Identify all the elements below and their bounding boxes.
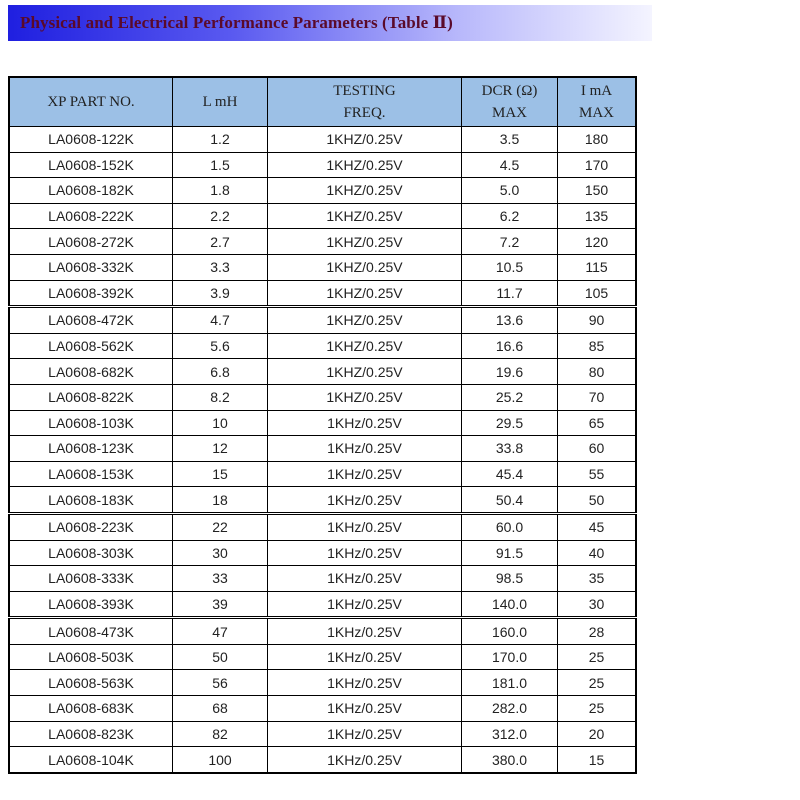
cell-part-no: LA0608-223K xyxy=(9,513,173,540)
cell-inductance: 82 xyxy=(173,721,268,747)
table-row xyxy=(9,618,636,645)
cell-inductance: 3.9 xyxy=(173,280,268,307)
cell-dcr: 98.5 xyxy=(462,566,558,592)
cell-dcr: 29.5 xyxy=(462,410,558,436)
cell-testing-freq: 1KHz/0.25V xyxy=(268,721,462,747)
cell-part-no: LA0608-103K xyxy=(9,410,173,436)
cell-part-no: LA0608-473K xyxy=(9,618,173,645)
cell-testing-freq: 1KHZ/0.25V xyxy=(268,280,462,307)
cell-testing-freq: 1KHz/0.25V xyxy=(268,410,462,436)
cell-current: 30 xyxy=(558,591,637,618)
cell-inductance: 2.2 xyxy=(173,203,268,229)
cell-dcr: 5.0 xyxy=(462,178,558,204)
table-header-row xyxy=(9,77,636,127)
cell-inductance: 68 xyxy=(173,696,268,722)
cell-inductance: 56 xyxy=(173,670,268,696)
cell-inductance: 47 xyxy=(173,618,268,645)
cell-inductance: 18 xyxy=(173,487,268,514)
cell-dcr: 16.6 xyxy=(462,333,558,359)
cell-current: 50 xyxy=(558,487,637,514)
header-current-max: I mA MAX xyxy=(558,77,637,127)
table-row xyxy=(9,410,636,436)
cell-dcr: 25.2 xyxy=(462,384,558,410)
cell-part-no: LA0608-822K xyxy=(9,384,173,410)
table-row xyxy=(9,229,636,255)
cell-current: 90 xyxy=(558,307,637,334)
cell-dcr: 91.5 xyxy=(462,540,558,566)
cell-testing-freq: 1KHz/0.25V xyxy=(268,670,462,696)
cell-part-no: LA0608-183K xyxy=(9,487,173,514)
cell-dcr: 282.0 xyxy=(462,696,558,722)
cell-inductance: 50 xyxy=(173,644,268,670)
cell-dcr: 160.0 xyxy=(462,618,558,645)
cell-dcr: 181.0 xyxy=(462,670,558,696)
cell-current: 55 xyxy=(558,461,637,487)
cell-inductance: 15 xyxy=(173,461,268,487)
table-body xyxy=(9,127,636,773)
cell-dcr: 60.0 xyxy=(462,513,558,540)
cell-part-no: LA0608-392K xyxy=(9,280,173,307)
cell-current: 25 xyxy=(558,696,637,722)
cell-part-no: LA0608-303K xyxy=(9,540,173,566)
cell-current: 70 xyxy=(558,384,637,410)
table-row xyxy=(9,436,636,462)
cell-part-no: LA0608-682K xyxy=(9,359,173,385)
cell-inductance: 100 xyxy=(173,747,268,773)
cell-inductance: 33 xyxy=(173,566,268,592)
table-row xyxy=(9,670,636,696)
cell-testing-freq: 1KHz/0.25V xyxy=(268,540,462,566)
cell-testing-freq: 1KHz/0.25V xyxy=(268,591,462,618)
title-banner xyxy=(8,5,652,41)
parameters-table xyxy=(8,76,637,774)
cell-dcr: 3.5 xyxy=(462,127,558,153)
cell-dcr: 170.0 xyxy=(462,644,558,670)
cell-testing-freq: 1KHZ/0.25V xyxy=(268,127,462,153)
table-row xyxy=(9,696,636,722)
cell-dcr: 10.5 xyxy=(462,254,558,280)
cell-testing-freq: 1KHZ/0.25V xyxy=(268,178,462,204)
cell-testing-freq: 1KHZ/0.25V xyxy=(268,229,462,255)
table-row xyxy=(9,747,636,773)
cell-current: 80 xyxy=(558,359,637,385)
cell-dcr: 6.2 xyxy=(462,203,558,229)
cell-inductance: 4.7 xyxy=(173,307,268,334)
cell-part-no: LA0608-104K xyxy=(9,747,173,773)
cell-part-no: LA0608-122K xyxy=(9,127,173,153)
cell-current: 28 xyxy=(558,618,637,645)
table-row xyxy=(9,203,636,229)
cell-current: 120 xyxy=(558,229,637,255)
cell-testing-freq: 1KHZ/0.25V xyxy=(268,359,462,385)
cell-current: 150 xyxy=(558,178,637,204)
table-row xyxy=(9,384,636,410)
table-row xyxy=(9,487,636,514)
table-row xyxy=(9,127,636,153)
cell-testing-freq: 1KHz/0.25V xyxy=(268,696,462,722)
table-row xyxy=(9,591,636,618)
cell-part-no: LA0608-683K xyxy=(9,696,173,722)
cell-current: 35 xyxy=(558,566,637,592)
cell-part-no: LA0608-393K xyxy=(9,591,173,618)
cell-dcr: 33.8 xyxy=(462,436,558,462)
header-testing-freq: TESTING FREQ. xyxy=(268,77,462,127)
table-row xyxy=(9,461,636,487)
table-row xyxy=(9,152,636,178)
header-part-no: XP PART NO. xyxy=(9,77,173,127)
cell-dcr: 19.6 xyxy=(462,359,558,385)
cell-testing-freq: 1KHz/0.25V xyxy=(268,461,462,487)
cell-inductance: 39 xyxy=(173,591,268,618)
table-row xyxy=(9,178,636,204)
cell-testing-freq: 1KHZ/0.25V xyxy=(268,333,462,359)
cell-part-no: LA0608-182K xyxy=(9,178,173,204)
cell-testing-freq: 1KHZ/0.25V xyxy=(268,152,462,178)
cell-current: 115 xyxy=(558,254,637,280)
cell-inductance: 1.5 xyxy=(173,152,268,178)
cell-testing-freq: 1KHz/0.25V xyxy=(268,618,462,645)
cell-testing-freq: 1KHZ/0.25V xyxy=(268,254,462,280)
cell-inductance: 2.7 xyxy=(173,229,268,255)
table-row xyxy=(9,333,636,359)
cell-current: 25 xyxy=(558,670,637,696)
cell-testing-freq: 1KHz/0.25V xyxy=(268,747,462,773)
cell-current: 40 xyxy=(558,540,637,566)
cell-part-no: LA0608-153K xyxy=(9,461,173,487)
cell-current: 25 xyxy=(558,644,637,670)
table-row xyxy=(9,644,636,670)
cell-inductance: 6.8 xyxy=(173,359,268,385)
cell-part-no: LA0608-222K xyxy=(9,203,173,229)
cell-dcr: 4.5 xyxy=(462,152,558,178)
cell-testing-freq: 1KHz/0.25V xyxy=(268,644,462,670)
cell-inductance: 30 xyxy=(173,540,268,566)
cell-part-no: LA0608-333K xyxy=(9,566,173,592)
cell-inductance: 22 xyxy=(173,513,268,540)
header-dcr-max: DCR (Ω) MAX xyxy=(462,77,558,127)
cell-current: 170 xyxy=(558,152,637,178)
table-row xyxy=(9,566,636,592)
cell-inductance: 12 xyxy=(173,436,268,462)
cell-dcr: 11.7 xyxy=(462,280,558,307)
table-row xyxy=(9,540,636,566)
cell-dcr: 50.4 xyxy=(462,487,558,514)
table-row xyxy=(9,254,636,280)
cell-testing-freq: 1KHz/0.25V xyxy=(268,436,462,462)
table-row xyxy=(9,280,636,307)
cell-part-no: LA0608-123K xyxy=(9,436,173,462)
cell-dcr: 7.2 xyxy=(462,229,558,255)
table-row xyxy=(9,513,636,540)
cell-current: 60 xyxy=(558,436,637,462)
cell-testing-freq: 1KHz/0.25V xyxy=(268,566,462,592)
cell-dcr: 13.6 xyxy=(462,307,558,334)
header-inductance: L mH xyxy=(173,77,268,127)
cell-dcr: 380.0 xyxy=(462,747,558,773)
cell-dcr: 45.4 xyxy=(462,461,558,487)
cell-inductance: 5.6 xyxy=(173,333,268,359)
cell-testing-freq: 1KHZ/0.25V xyxy=(268,307,462,334)
table-row xyxy=(9,359,636,385)
cell-dcr: 140.0 xyxy=(462,591,558,618)
cell-current: 45 xyxy=(558,513,637,540)
cell-current: 65 xyxy=(558,410,637,436)
cell-part-no: LA0608-272K xyxy=(9,229,173,255)
cell-current: 180 xyxy=(558,127,637,153)
cell-part-no: LA0608-823K xyxy=(9,721,173,747)
cell-dcr: 312.0 xyxy=(462,721,558,747)
cell-current: 85 xyxy=(558,333,637,359)
cell-part-no: LA0608-332K xyxy=(9,254,173,280)
table-row xyxy=(9,721,636,747)
cell-part-no: LA0608-563K xyxy=(9,670,173,696)
cell-part-no: LA0608-562K xyxy=(9,333,173,359)
cell-part-no: LA0608-152K xyxy=(9,152,173,178)
cell-current: 105 xyxy=(558,280,637,307)
cell-current: 20 xyxy=(558,721,637,747)
cell-inductance: 1.8 xyxy=(173,178,268,204)
cell-testing-freq: 1KHz/0.25V xyxy=(268,487,462,514)
cell-current: 135 xyxy=(558,203,637,229)
cell-part-no: LA0608-472K xyxy=(9,307,173,334)
cell-inductance: 10 xyxy=(173,410,268,436)
cell-part-no: LA0608-503K xyxy=(9,644,173,670)
cell-testing-freq: 1KHZ/0.25V xyxy=(268,203,462,229)
cell-inductance: 8.2 xyxy=(173,384,268,410)
page-title: Physical and Electrical Performance Parameters (Table Ⅱ) xyxy=(20,13,453,32)
cell-inductance: 3.3 xyxy=(173,254,268,280)
cell-current: 15 xyxy=(558,747,637,773)
table-row xyxy=(9,307,636,334)
cell-testing-freq: 1KHZ/0.25V xyxy=(268,384,462,410)
cell-testing-freq: 1KHz/0.25V xyxy=(268,513,462,540)
cell-inductance: 1.2 xyxy=(173,127,268,153)
